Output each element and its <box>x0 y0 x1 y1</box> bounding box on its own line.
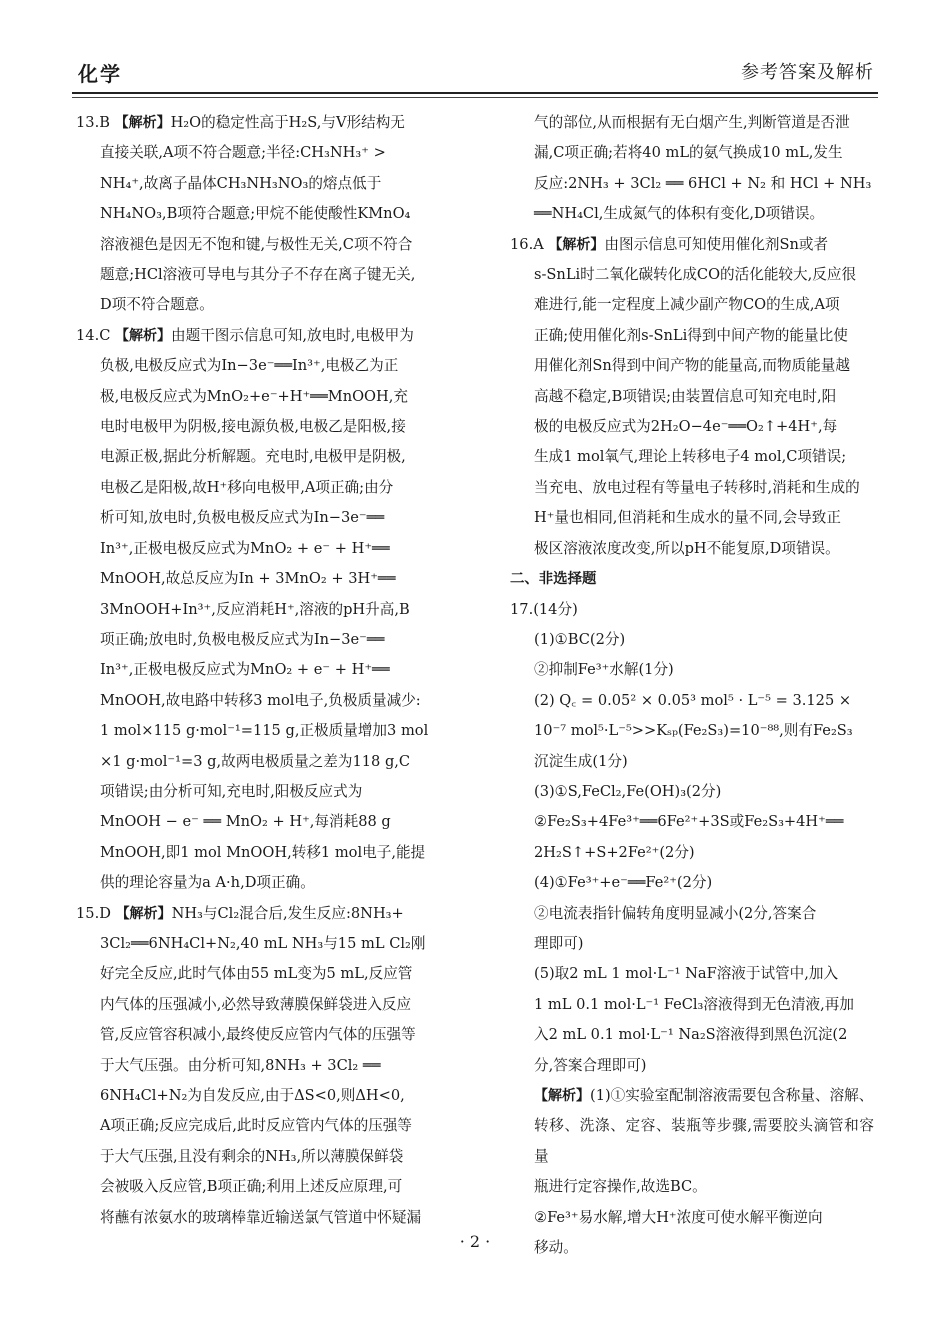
answer-16-line <box>510 290 874 320</box>
analysis-17-line <box>510 1111 874 1172</box>
question-number: 16.A <box>510 235 549 253</box>
answer-15-continued-line: 反应:2NH₃ + 3Cl₂ ══ 6HCl + N₂ 和 HCl + NH₃ <box>534 174 872 192</box>
answer-16-line <box>510 382 874 412</box>
answer-15D-line <box>76 1111 462 1141</box>
answer-15-continued-line: ══NH₄Cl,生成氮气的体积有变化,D项错误。 <box>534 205 825 223</box>
answer-text: 极区溶液浓度改变,所以pH不能复原,D项错误。 <box>534 539 840 557</box>
answer-14C-line <box>76 868 462 898</box>
answer-14C-line <box>76 807 462 837</box>
answer-15D-line <box>76 929 462 959</box>
answer-17-line: 沉淀生成(1分) <box>534 752 628 770</box>
answer-text: 电极乙是阳极,故H⁺移向电极甲,A项正确;由分 <box>100 478 394 496</box>
answer-text: MnOOH,故总反应为In + 3MnO₂ + 3H⁺══ <box>100 570 396 588</box>
answer-text: 3MnOOH+In³⁺,反应消耗H⁺,溶液的pH升高,B <box>100 600 410 618</box>
answer-15-continued-line: 气的部位,从而根据有无白烟产生,判断管道是否泄 <box>534 114 850 131</box>
answer-text: 会被吸入反应管,B项正确;利用上述反应原理,可 <box>100 1178 403 1196</box>
answer-13B-line <box>76 230 462 260</box>
header-title: 参考答案及解析 <box>741 62 874 83</box>
analysis-label: 【解析】 <box>534 1088 590 1104</box>
right-column <box>510 108 874 1263</box>
answer-16-line <box>510 321 874 351</box>
answer-14C-line <box>76 321 462 351</box>
analysis-label: 【解析】 <box>114 115 171 131</box>
answer-text: 6NH₄Cl+N₂为自发反应,由于ΔS<0,则ΔH<0, <box>100 1087 405 1104</box>
answer-text: 于大气压强,且没有剩余的NH₃,所以薄膜保鲜袋 <box>100 1147 404 1165</box>
section-title: 二、非选择题 <box>510 571 597 588</box>
answer-text: 高越不稳定,B项错误;由装置信息可知充电时,阳 <box>534 387 837 405</box>
answer-text: 项正确;放电时,负极电极反应式为In−3e⁻══ <box>100 630 385 648</box>
answer-text: MnOOH − e⁻ ══ MnO₂ + H⁺,每消耗88 g <box>100 813 391 831</box>
answer-text: 当充电、放电过程有等量电子转移时,消耗和生成的 <box>534 478 860 496</box>
answer-text: 题意;HCl溶液可导电与其分子不存在离子键无关, <box>100 266 416 284</box>
answer-text: A项正确;反应完成后,此时反应管内气体的压强等 <box>100 1117 412 1135</box>
answer-15D-line <box>76 1081 462 1111</box>
answer-16-line <box>510 473 874 503</box>
answer-14C-line <box>76 473 462 503</box>
analysis-label: 【解析】 <box>548 236 605 253</box>
answer-text: H₂O的稳定性高于H₂S,与V形结构无 <box>170 114 405 131</box>
answer-15D-line <box>76 990 462 1020</box>
answer-16-line <box>510 412 874 442</box>
answer-text: 用催化剂Sn得到中间产物的能量高,而物质能量越 <box>534 357 850 375</box>
answer-14C-line <box>76 442 462 472</box>
answer-text: 电源正极,据此分析解题。充电时,电极甲是阴极, <box>100 448 406 466</box>
answer-text: 极的电极反应式为2H₂O−4e⁻══O₂↑+4H⁺,每 <box>534 418 838 436</box>
answer-text: 析可知,放电时,负极电极反应式为In−3e⁻══ <box>100 509 385 527</box>
answer-text: 生成1 mol氧气,理论上转移电子4 mol,C项错误; <box>534 448 847 466</box>
answer-text: 1 mol×115 g·mol⁻¹=115 g,正极质量增加3 mol <box>100 722 429 740</box>
page-number: · 2 · <box>459 1232 491 1251</box>
answer-13B-line <box>76 169 462 199</box>
analysis-text: 移动。 <box>534 1239 578 1257</box>
answer-text: NH₃与Cl₂混合后,发生反应:8NH₃+ <box>171 904 404 922</box>
analysis-text: 转移、洗涤、定容、装瓶等步骤,需要胶头滴管和容量 <box>534 1117 874 1165</box>
answer-15D-line <box>76 1020 462 1050</box>
answer-14C-line <box>76 503 462 533</box>
analysis-17-line <box>510 1203 874 1233</box>
answer-14C-line <box>76 382 462 412</box>
answer-text: 直接关联,A项不符合题意;半径:CH₃NH₃⁺ > <box>100 144 386 162</box>
answer-text: 3Cl₂══6NH₄Cl+N₂,40 mL NH₃与15 mL Cl₂刚 <box>100 934 426 952</box>
analysis-label: 【解析】 <box>115 327 172 344</box>
answer-14C-line <box>76 686 462 716</box>
answer-17-line: (1)①BC(2分) <box>534 630 626 648</box>
answer-15D-line <box>76 959 462 989</box>
answer-14C-line <box>76 716 462 746</box>
answer-14C-line <box>76 838 462 868</box>
answer-13B-line <box>76 290 462 320</box>
answer-text: In³⁺,正极电极反应式为MnO₂ + e⁻ + H⁺══ <box>100 539 390 557</box>
answer-text: ×1 g·mol⁻¹=3 g,故两电极质量之差为118 g,C <box>100 752 411 770</box>
answer-text: H⁺量也相同,但消耗和生成水的量不同,会导致正 <box>534 509 841 527</box>
answer-15-continued-line: 漏,C项正确;若将40 mL的氨气换成10 mL,发生 <box>534 144 843 162</box>
answer-text: 管,反应管容积减小,最终使反应管内气体的压强等 <box>100 1026 416 1044</box>
answer-17-line: (2) Q꜀ = 0.05² × 0.05³ mol⁵ · L⁻⁵ = 3.125 × <box>534 691 852 709</box>
answer-text: 溶液褪色是因无不饱和键,与极性无关,C项不符合 <box>100 235 413 253</box>
answer-text: 内气体的压强减小,必然导致薄膜保鲜袋进入反应 <box>100 995 412 1013</box>
answer-17-line: (3)①S,FeCl₂,Fe(OH)₃(2分) <box>534 782 722 800</box>
answer-text: 负极,电极反应式为In−3e⁻══In³⁺,电极乙为正 <box>100 357 399 375</box>
answer-17-line: (5)取2 mL 1 mol·L⁻¹ NaF溶液于试管中,加入 <box>534 965 839 983</box>
answer-15D-line <box>76 1142 462 1172</box>
answer-14C-line <box>76 412 462 442</box>
answer-text: NH₄⁺,故离子晶体CH₃NH₃NO₃的熔点低于 <box>100 174 382 192</box>
analysis-17-line <box>510 1172 874 1202</box>
analysis-17-line <box>510 1081 874 1111</box>
answer-text: 于大气压强。由分析可知,8NH₃ + 3Cl₂ ══ <box>100 1056 381 1074</box>
answer-14C-line <box>76 655 462 685</box>
answer-17-line: 2H₂S↑+S+2Fe²⁺(2分) <box>534 843 695 861</box>
answer-16-line <box>510 230 874 260</box>
subject-label: 化学 <box>78 62 122 86</box>
answer-text: 项错误;由分析可知,充电时,阳极反应式为 <box>100 782 363 800</box>
answer-16-line <box>510 351 874 381</box>
answer-13B-line <box>76 260 462 290</box>
header-rule-thin <box>72 97 878 98</box>
answer-17-line: 1 mL 0.1 mol·L⁻¹ FeCl₃溶液得到无色清液,再加 <box>534 995 854 1013</box>
answer-17-line: 理即可) <box>534 934 584 952</box>
answer-13B-line <box>76 108 462 138</box>
answer-14C-line <box>76 351 462 381</box>
answer-text: 由题干图示信息可知,放电时,电极甲为 <box>171 326 414 344</box>
answer-16-line <box>510 503 874 533</box>
answer-17-line: (4)①Fe³⁺+e⁻══Fe²⁺(2分) <box>534 874 713 892</box>
answer-17-line: ②Fe₂S₃+4Fe³⁺══6Fe²⁺+3S或Fe₂S₃+4H⁺══ <box>534 813 844 831</box>
answer-17-line: ②电流表指针偏转角度明显减小(2分,答案合 <box>534 904 817 922</box>
answer-15D-line <box>76 1172 462 1202</box>
left-column <box>76 108 462 1233</box>
answer-14C-line <box>76 595 462 625</box>
analysis-label: 【解析】 <box>115 905 172 922</box>
answer-13B-line <box>76 199 462 229</box>
answer-text: s-SnLi时二氧化碳转化成CO的活化能较大,反应很 <box>534 266 857 284</box>
analysis-text: ②Fe³⁺易水解,增大H⁺浓度可使水解平衡逆向 <box>534 1208 823 1226</box>
answer-17-line: ②抑制Fe³⁺水解(1分) <box>534 661 674 679</box>
answer-17-line: 17.(14分) <box>510 600 578 618</box>
answer-text: 极,电极反应式为MnO₂+e⁻+H⁺══MnOOH,充 <box>100 387 408 405</box>
answer-14C-line <box>76 777 462 807</box>
answer-text: NH₄NO₃,B项符合题意;甲烷不能使酸性KMnO₄ <box>100 205 411 223</box>
answer-text: 难进行,能一定程度上减少副产物CO的生成,A项 <box>534 296 840 314</box>
answer-14C-line <box>76 564 462 594</box>
answer-text: 好完全反应,此时气体由55 mL变为5 mL,反应管 <box>100 965 413 983</box>
page-header <box>72 52 878 94</box>
answer-13B-line <box>76 138 462 168</box>
question-number: 15.D <box>76 904 116 922</box>
answer-17-line: 入2 mL 0.1 mol·L⁻¹ Na₂S溶液得到黑色沉淀(2 <box>534 1026 848 1044</box>
analysis-text: (1)①实验室配制溶液需要包含称量、溶解、 <box>590 1087 874 1104</box>
answer-16-line <box>510 260 874 290</box>
answer-14C-line <box>76 747 462 777</box>
answer-15D-line <box>76 899 462 929</box>
answer-17-line: 分,答案合理即可) <box>534 1056 647 1074</box>
analysis-text: 瓶进行定容操作,故选BC。 <box>534 1178 707 1196</box>
answer-text: MnOOH,即1 mol MnOOH,转移1 mol电子,能提 <box>100 843 426 861</box>
answer-16-line <box>510 442 874 472</box>
answer-text: MnOOH,故电路中转移3 mol电子,负极质量减少: <box>100 691 421 709</box>
header-rule-thick <box>72 92 878 94</box>
answer-text: 正确;使用催化剂s-SnLi得到中间产物的能量比使 <box>534 326 848 344</box>
answer-15D-line <box>76 1203 462 1233</box>
answer-text: 供的理论容量为a A·h,D项正确。 <box>100 874 315 892</box>
answer-text: 电时电极甲为阴极,接电源负极,电极乙是阳极,接 <box>100 418 406 436</box>
question-number: 13.B <box>76 114 115 131</box>
answer-text: D项不符合题意。 <box>100 296 214 314</box>
answer-text: 将蘸有浓氨水的玻璃棒靠近输送氯气管道中怀疑漏 <box>100 1208 422 1226</box>
answer-15D-line <box>76 1051 462 1081</box>
answer-16-line <box>510 534 874 564</box>
answer-17-line: 10⁻⁷ mol⁵·L⁻⁵>>Kₛₚ(Fe₂S₃)=10⁻⁸⁸,则有Fe₂S₃ <box>534 722 853 740</box>
question-number: 14.C <box>76 326 116 344</box>
answer-text: In³⁺,正极电极反应式为MnO₂ + e⁻ + H⁺══ <box>100 661 390 679</box>
answer-text: 由图示信息可知使用催化剂Sn或者 <box>604 235 829 253</box>
answer-14C-line <box>76 625 462 655</box>
answer-14C-line <box>76 534 462 564</box>
